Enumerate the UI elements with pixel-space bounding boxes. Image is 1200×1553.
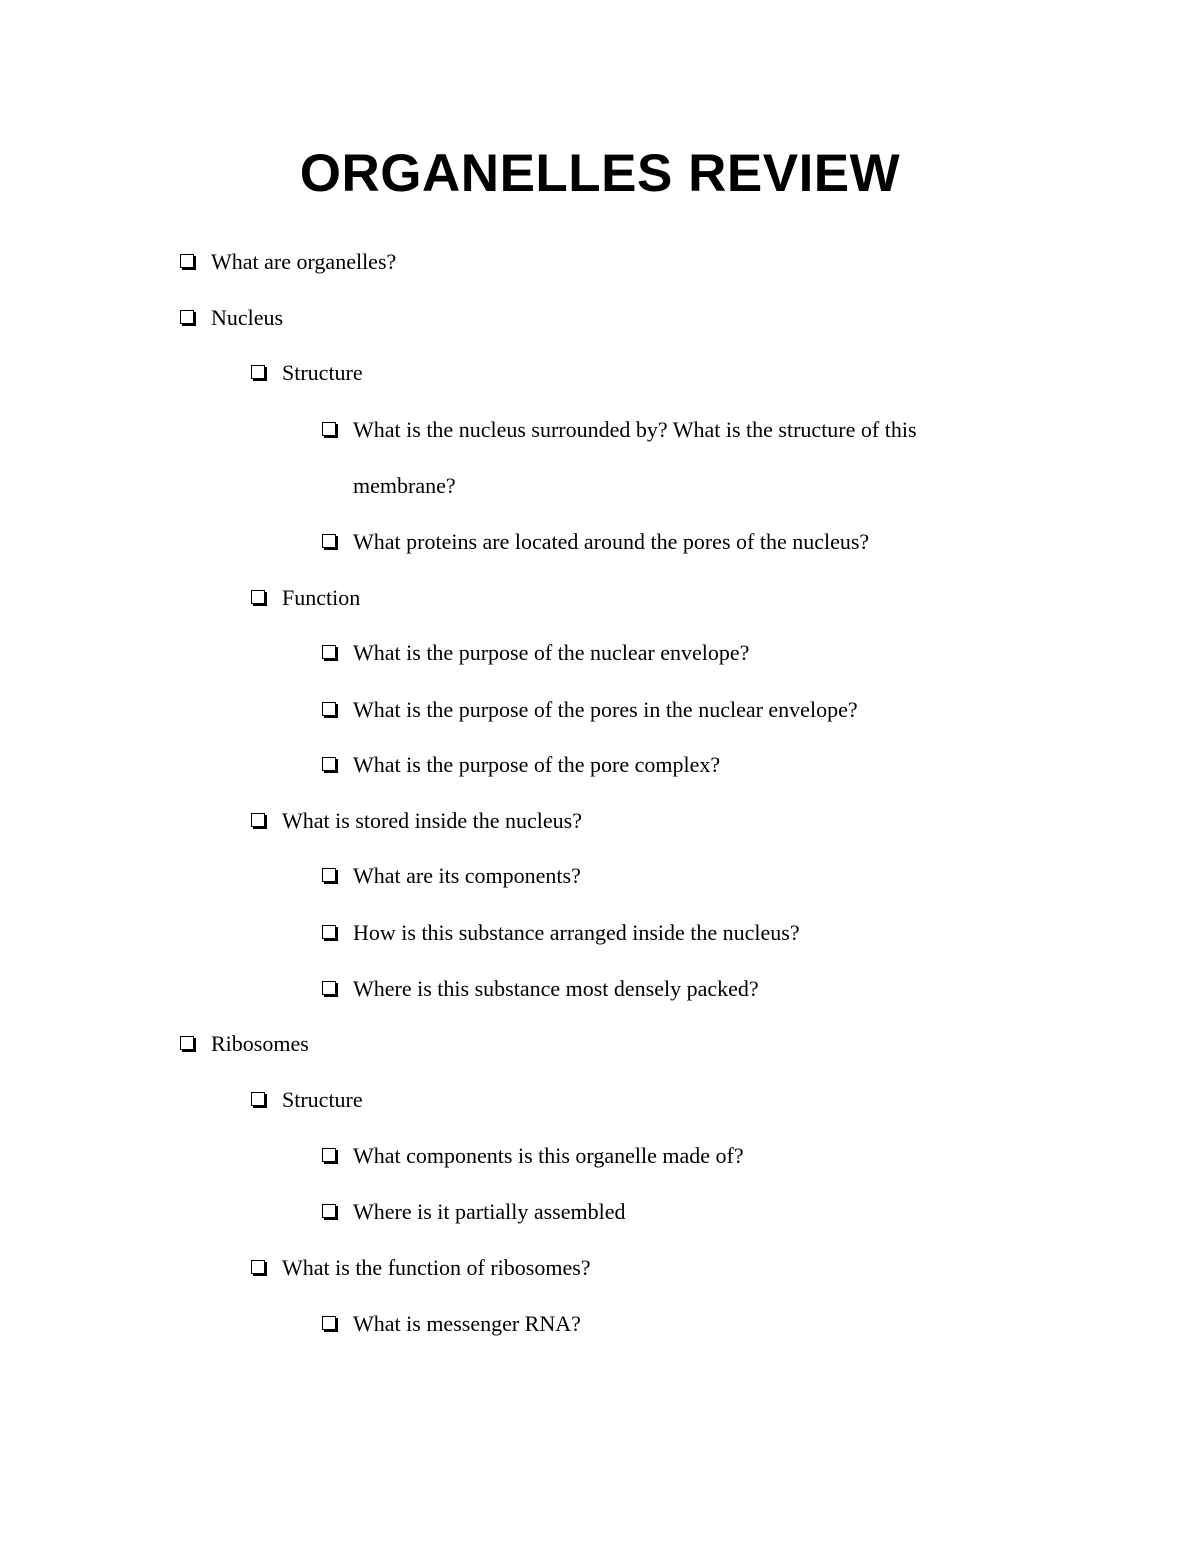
outline-item-text: Function	[282, 585, 361, 610]
checkbox-icon[interactable]	[322, 757, 336, 771]
outline-item-text: What proteins are located around the pores of the nucleus?	[353, 529, 870, 554]
checkbox-icon[interactable]	[322, 925, 336, 939]
checkbox-icon[interactable]	[251, 813, 265, 827]
outline-item-text: Structure	[282, 360, 363, 385]
outline-item-text: What is stored inside the nucleus?	[282, 808, 582, 833]
checkbox-icon[interactable]	[322, 534, 336, 548]
outline-item-text: Structure	[282, 1087, 363, 1112]
outline-item-text: What is the nucleus surrounded by? What is the structure of this	[353, 417, 917, 442]
document-title: ORGANELLES REVIEW	[299, 144, 901, 203]
checkbox-icon[interactable]	[322, 422, 336, 436]
outline-item-text: What components is this organelle made of?	[353, 1143, 744, 1168]
checkbox-icon[interactable]	[322, 868, 336, 882]
checkbox-icon[interactable]	[322, 1316, 336, 1330]
checkbox-icon[interactable]	[322, 702, 336, 716]
checkbox-icon[interactable]	[322, 981, 336, 995]
outline-item-text: Nucleus	[211, 305, 284, 330]
outline-item-text: What are its components?	[353, 863, 581, 888]
outline-item-text: What is the purpose of the pores in the nuclear envelope?	[353, 697, 858, 722]
checkbox-icon[interactable]	[251, 1260, 265, 1274]
checkbox-icon[interactable]	[180, 310, 194, 324]
outline-item-text: Ribosomes	[211, 1031, 309, 1056]
outline-item-text: What is the purpose of the nuclear envelope?	[353, 640, 750, 665]
checkbox-icon[interactable]	[180, 254, 194, 268]
checkbox-icon[interactable]	[322, 1148, 336, 1162]
outline-item-text: What is messenger RNA?	[353, 1311, 581, 1336]
outline-item-text: Where is this substance most densely packed?	[353, 976, 759, 1001]
outline-item-text-continued: membrane?	[353, 473, 456, 498]
checkbox-icon[interactable]	[322, 645, 336, 659]
outline-item-text: What are organelles?	[211, 249, 397, 274]
outline-item-text: What is the function of ribosomes?	[282, 1255, 591, 1280]
checkbox-icon[interactable]	[251, 365, 265, 379]
checkbox-icon[interactable]	[251, 1092, 265, 1106]
outline-item-text: What is the purpose of the pore complex?	[353, 752, 721, 777]
checkbox-icon[interactable]	[322, 1204, 336, 1218]
outline-item-text: How is this substance arranged inside the nucleus?	[353, 920, 800, 945]
checkbox-icon[interactable]	[251, 590, 265, 604]
outline-item-text: Where is it partially assembled	[353, 1199, 626, 1224]
checkbox-icon[interactable]	[180, 1036, 194, 1050]
